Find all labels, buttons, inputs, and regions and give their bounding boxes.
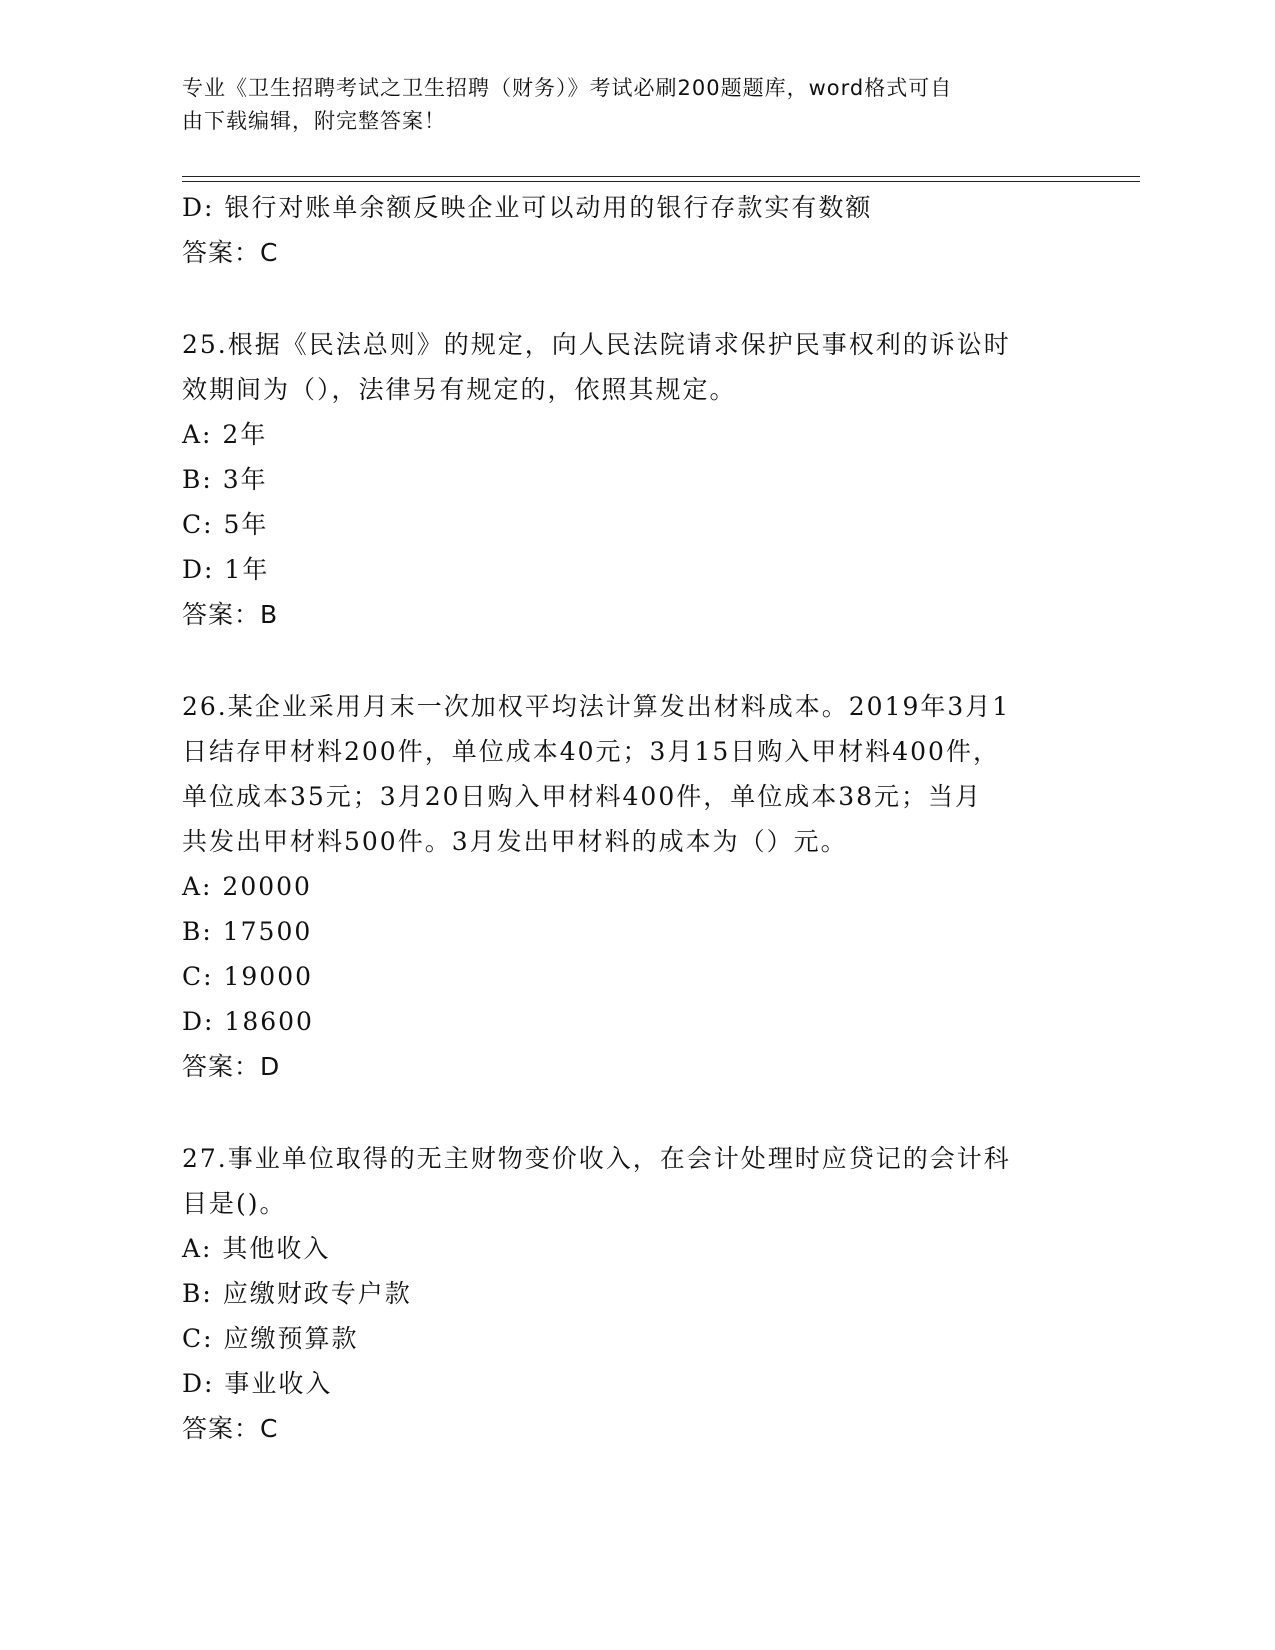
question-26-text-line-1: 26.某企业采用月末一次加权平均法计算发出材料成本。2019年3月1 <box>182 692 1011 721</box>
question-25-option-c: C: 5年 <box>182 510 269 539</box>
question-26-option-b: B: 17500 <box>182 917 313 946</box>
question-26-option-d: D: 18600 <box>182 1007 314 1036</box>
header-divider-bottom <box>182 181 1140 182</box>
question-25 <box>182 322 1082 637</box>
question-26-option-a: A: 20000 <box>182 872 312 901</box>
question-27-text-line-2: 目是()。 <box>182 1189 287 1218</box>
header-line-2: 由下载编辑，附完整答案！ <box>182 109 446 133</box>
question-27-option-d: D: 事业收入 <box>182 1369 333 1398</box>
prev-option-d: D: 银行对账单余额反映企业可以动用的银行存款实有数额 <box>182 193 873 222</box>
question-26 <box>182 684 1082 1089</box>
question-26-text-line-4: 共发出甲材料500件。3月发出甲材料的成本为（）元。 <box>182 827 848 856</box>
question-content <box>182 185 1082 1451</box>
question-27-option-c: C: 应缴预算款 <box>182 1324 359 1353</box>
question-25-answer: 答案：B <box>182 600 279 629</box>
spacer <box>182 275 1082 322</box>
spacer <box>182 637 1082 684</box>
question-26-text-line-2: 日结存甲材料200件，单位成本40元；3月15日购入甲材料400件， <box>182 737 1000 766</box>
question-26-answer: 答案：D <box>182 1052 281 1081</box>
document-header <box>182 72 1062 138</box>
question-26-option-c: C: 19000 <box>182 962 314 991</box>
spacer <box>182 1089 1082 1136</box>
question-27 <box>182 1136 1082 1451</box>
header-line-1: 专业《卫生招聘考试之卫生招聘（财务）》考试必刷200题题库，word格式可自 <box>182 76 953 100</box>
prev-answer: 答案：C <box>182 238 279 267</box>
question-26-text-line-3: 单位成本35元；3月20日购入甲材料400件，单位成本38元；当月 <box>182 782 983 811</box>
question-25-option-d: D: 1年 <box>182 555 270 584</box>
question-25-option-b: B: 3年 <box>182 465 268 494</box>
question-27-text-line-1: 27.事业单位取得的无主财物变价收入，在会计处理时应贷记的会计科 <box>182 1144 1011 1173</box>
question-27-option-b: B: 应缴财政专户款 <box>182 1279 412 1308</box>
question-25-option-a: A: 2年 <box>182 420 268 449</box>
question-25-text-line-1: 25.根据《民法总则》的规定，向人民法院请求保护民事权利的诉讼时 <box>182 330 1011 359</box>
header-divider-top <box>182 176 1140 177</box>
question-27-answer: 答案：C <box>182 1414 279 1443</box>
question-25-text-line-2: 效期间为（），法律另有规定的，依照其规定。 <box>182 375 737 404</box>
question-27-option-a: A: 其他收入 <box>182 1234 331 1263</box>
